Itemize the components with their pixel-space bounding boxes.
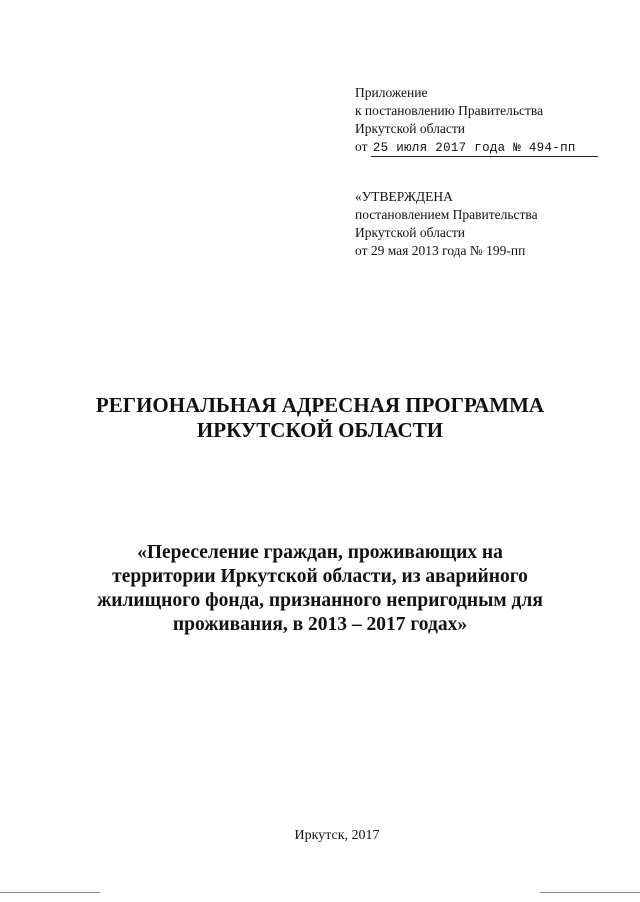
main-title <box>40 393 600 443</box>
approved-block <box>355 188 615 260</box>
bottom-scan-edge-left <box>0 892 100 893</box>
appendix-region: Иркутской области <box>355 121 466 136</box>
approved-date: от 29 мая 2013 года № 199-пп <box>355 243 526 258</box>
program-subtitle-line-3: жилищного фонда, признанного непригодным для <box>97 590 543 611</box>
footer-place-year: Иркутск, 2017 <box>294 828 380 843</box>
appendix-date-line <box>355 138 615 157</box>
bottom-scan-edge-right <box>540 892 640 893</box>
program-subtitle <box>40 541 600 637</box>
approved-decree-ref: постановлением Правительства <box>355 207 538 222</box>
appendix-block <box>355 84 615 157</box>
approved-label: «УТВЕРЖДЕНА <box>355 189 453 204</box>
main-title-line-2: ИРКУТСКОЙ ОБЛАСТИ <box>196 418 444 442</box>
program-subtitle-line-4: проживания, в 2013 – 2017 годах» <box>172 614 468 635</box>
appendix-decree-ref: к постановлению Правительства <box>355 103 544 118</box>
appendix-date-value: 25 июля 2017 года № 494-пп <box>371 141 598 157</box>
approved-region: Иркутской области <box>355 225 466 240</box>
appendix-label: Приложение <box>355 85 428 100</box>
main-title-line-1: РЕГИОНАЛЬНАЯ АДРЕСНАЯ ПРОГРАММА <box>95 393 545 417</box>
appendix-date-prefix: от <box>355 139 368 154</box>
program-subtitle-line-1: «Переселение граждан, проживающих на <box>137 542 503 563</box>
program-subtitle-line-2: территории Иркутской области, из аварийного <box>112 566 528 587</box>
